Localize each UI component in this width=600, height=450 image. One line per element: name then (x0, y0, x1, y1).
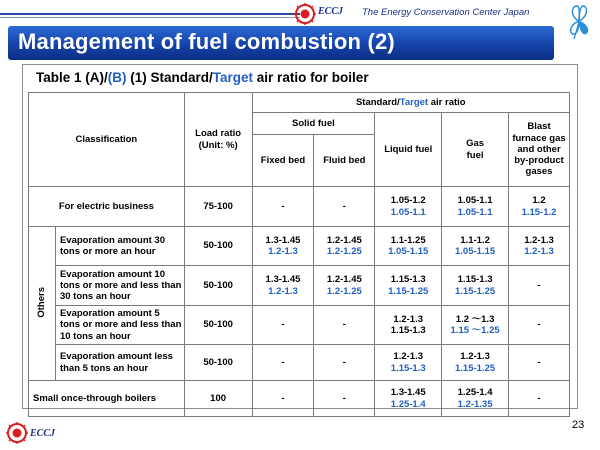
value-std: 1.2-1.45 (326, 274, 362, 286)
row-load: 50-100 (184, 266, 252, 306)
value-std: 1.2 (532, 195, 546, 207)
value-target: 1.15-1.25 (455, 285, 496, 297)
value-std: - (537, 319, 541, 331)
cell-fluid (314, 345, 375, 381)
header-standard-target (252, 93, 569, 113)
cell-blast (509, 227, 570, 266)
cell-gas (442, 381, 509, 417)
cell-fluid (314, 227, 375, 266)
value-target: 1.15-1.25 (388, 285, 429, 297)
cell-gas (442, 266, 509, 306)
page-title: Management of fuel combustion (2) (18, 29, 395, 54)
others-group-label (29, 227, 56, 381)
row-classification: Evaporation amount 10 tons or more and less than 30 tons an hour (55, 266, 184, 306)
value-std: - (342, 319, 346, 331)
value-std: 1.3-1.45 (265, 274, 301, 286)
header-rule (0, 13, 300, 15)
cell-blast (509, 306, 570, 345)
header-liquid-fuel: Liquid fuel (375, 113, 442, 187)
header-std-prefix: Standard/ (355, 96, 400, 108)
value-std: 1.2-1.3 (524, 234, 554, 246)
header-blast-furnace: Blast furnace gas and other by-product gases (509, 113, 570, 187)
header-gas-fuel (442, 113, 509, 187)
cell-fluid (314, 266, 375, 306)
caption-middle: (1) Standard/ (126, 70, 213, 85)
cell-fluid (314, 381, 375, 417)
header-fixed-bed: Fixed bed (252, 135, 314, 187)
row-load: 50-100 (184, 345, 252, 381)
table-row (29, 306, 570, 345)
organization-name: The Energy Conservation Center Japan (362, 7, 530, 18)
cell-fixed (252, 381, 314, 417)
table-row (29, 381, 570, 417)
footer-logo-text: ECCJ (30, 428, 56, 439)
value-target: 1.05-1.15 (388, 246, 429, 257)
value-std: 1.2-1.3 (393, 351, 423, 363)
value-target: 1.15-1.2 (521, 206, 557, 218)
value-target: 1.25-1.4 (390, 398, 426, 410)
cell-blast (509, 187, 570, 227)
value-target: 1.15-1.3 (390, 325, 426, 336)
cell-liquid (375, 345, 442, 381)
row-load: 75-100 (184, 187, 252, 227)
table-caption (36, 70, 369, 85)
header-gas-fuel-label: Gas fuel (466, 138, 485, 161)
value-std: - (281, 319, 285, 331)
row-classification: For electric business (29, 187, 185, 227)
value-std: 1.3-1.45 (265, 234, 301, 246)
value-std: 1.1-1.2 (460, 234, 490, 246)
header-std-target: Target (399, 96, 429, 108)
table-row (29, 187, 570, 227)
cell-blast (509, 381, 570, 417)
value-std: - (342, 200, 346, 212)
value-std: 1.25-1.4 (457, 387, 493, 399)
value-target: 1.2-1.3 (268, 246, 298, 257)
row-load: 50-100 (184, 227, 252, 266)
clover-icon (560, 0, 598, 40)
row-classification: Evaporation amount 5 tons or more and less than 10 tons an hour (55, 306, 184, 345)
cell-liquid (375, 227, 442, 266)
value-std: 1.2-1.3 (460, 351, 490, 363)
value-target: 1.05-1.15 (455, 246, 496, 257)
value-target: 1.05-1.1 (457, 206, 493, 218)
value-target: 1.15 〜1.25 (450, 325, 500, 336)
others-label: Others (36, 286, 48, 318)
row-load: 100 (184, 381, 252, 417)
header-classification: Classification (29, 93, 185, 187)
cell-fixed (252, 227, 314, 266)
value-target: 1.15-1.25 (455, 362, 496, 374)
value-target: 1.05-1.1 (390, 206, 426, 218)
cell-fixed (252, 345, 314, 381)
air-ratio-table (28, 92, 570, 417)
title-bar (8, 26, 554, 60)
cell-fluid (314, 187, 375, 227)
value-std: 1.1-1.25 (390, 234, 426, 246)
row-classification: Evaporation amount less than 5 tons an hour (55, 345, 184, 381)
value-std: 1.2 〜1.3 (455, 313, 495, 325)
row-classification: Evaporation amount 30 tons or more an hour (55, 227, 184, 266)
header-std-suffix: air ratio (428, 96, 466, 108)
value-std: - (537, 392, 541, 404)
value-std: 1.05-1.2 (390, 195, 426, 207)
value-std: 1.2-1.45 (326, 234, 362, 246)
value-target: 1.2-1.3 (268, 285, 298, 297)
value-target: 1.2-1.25 (326, 246, 362, 257)
value-std: 1.15-1.3 (457, 274, 493, 286)
cell-fluid (314, 306, 375, 345)
cell-fixed (252, 187, 314, 227)
caption-prefix-blue: (B) (107, 70, 127, 85)
value-std: 1.15-1.3 (390, 274, 426, 286)
caption-target: Target (212, 70, 254, 85)
caption-prefix: Table 1 (A)/ (36, 70, 108, 85)
caption-suffix: air ratio for boiler (253, 70, 369, 85)
value-target: 1.15-1.3 (390, 362, 426, 374)
header-solid-fuel: Solid fuel (252, 113, 375, 135)
cell-liquid (375, 266, 442, 306)
cell-fixed (252, 306, 314, 345)
cell-blast (509, 345, 570, 381)
header-fluid-bed: Fluid bed (314, 135, 375, 187)
table-row (29, 345, 570, 381)
row-classification: Small once-through boilers (29, 381, 185, 417)
header-rule-thin (0, 17, 300, 18)
value-target: 1.2-1.35 (457, 398, 493, 410)
value-std: - (281, 356, 285, 368)
value-std: - (342, 356, 346, 368)
cell-gas (442, 227, 509, 266)
eccj-footer-logo-icon (6, 422, 28, 444)
cell-blast (509, 266, 570, 306)
value-target: 1.2-1.25 (326, 285, 362, 297)
eccj-logo-icon (294, 3, 316, 25)
cell-liquid (375, 381, 442, 417)
cell-gas (442, 306, 509, 345)
header-logo-text: ECCJ (318, 6, 344, 17)
cell-liquid (375, 187, 442, 227)
value-std: - (342, 392, 346, 404)
page-number: 23 (572, 419, 585, 431)
header-load-ratio: Load ratio (Unit: %) (184, 93, 252, 187)
table-row (29, 227, 570, 266)
value-std: 1.3-1.45 (390, 387, 426, 399)
value-std: - (281, 392, 285, 404)
cell-gas (442, 345, 509, 381)
cell-fixed (252, 266, 314, 306)
cell-liquid (375, 306, 442, 345)
value-std: 1.05-1.1 (457, 195, 493, 207)
value-std: 1.2-1.3 (393, 313, 423, 325)
value-std: - (537, 356, 541, 368)
value-target: 1.2-1.3 (524, 246, 554, 257)
value-std: - (281, 200, 285, 212)
value-std: - (537, 279, 541, 291)
row-load: 50-100 (184, 306, 252, 345)
table-row (29, 266, 570, 306)
cell-gas (442, 187, 509, 227)
